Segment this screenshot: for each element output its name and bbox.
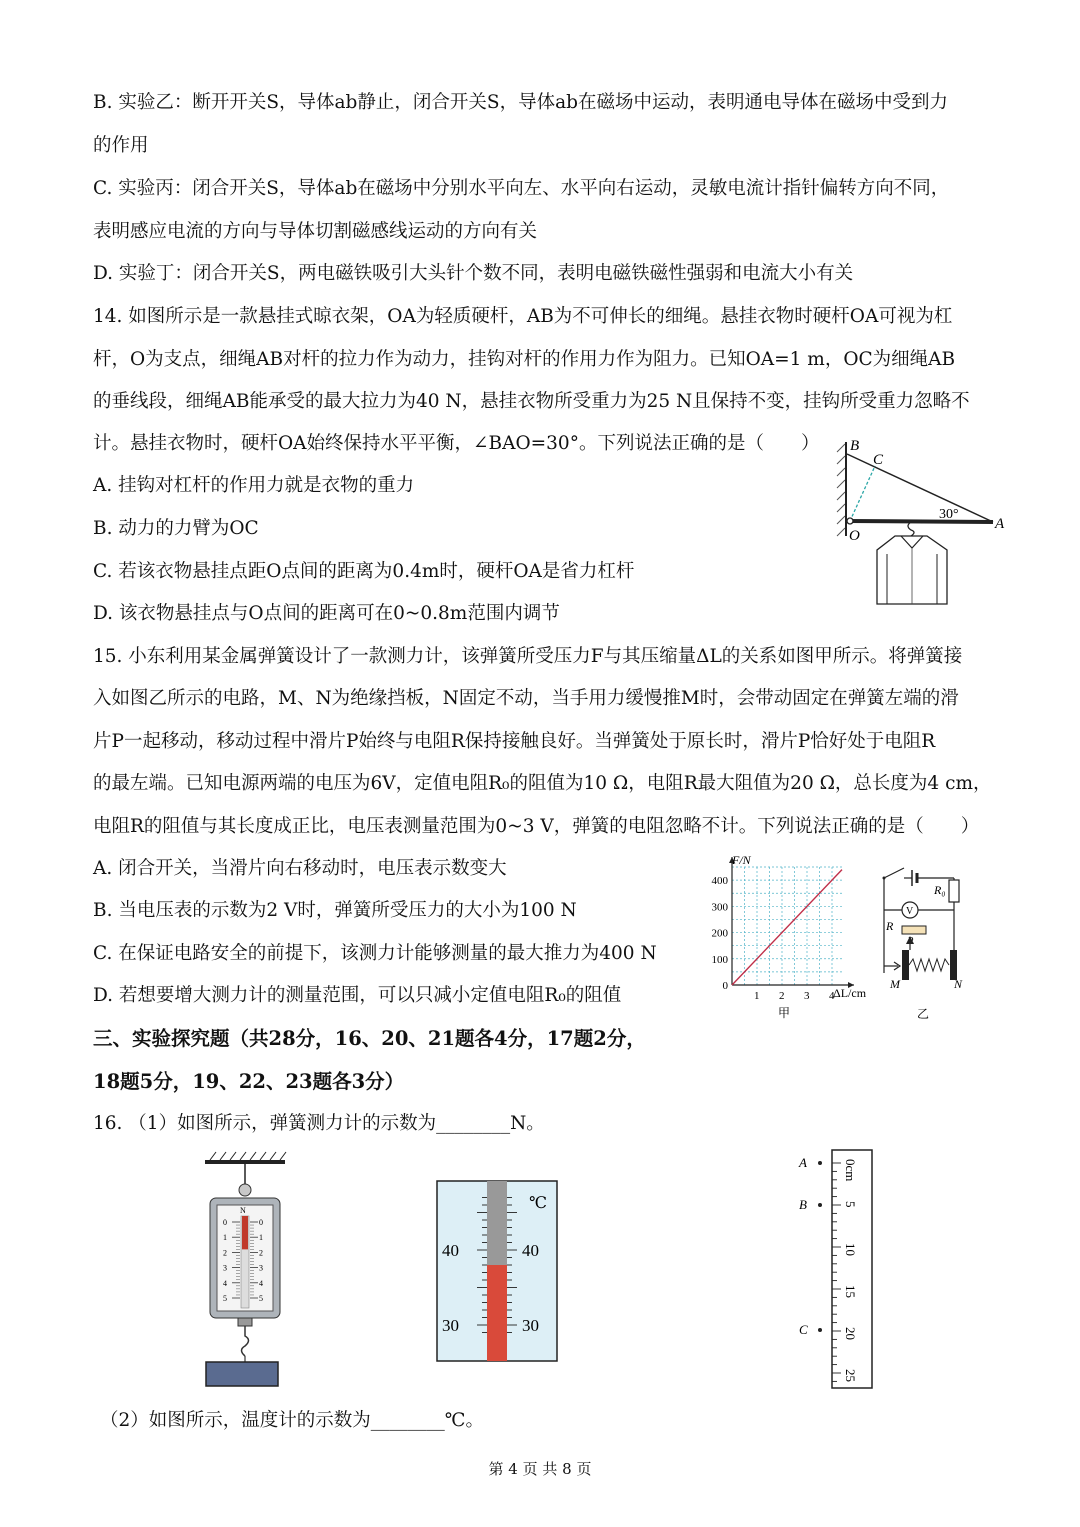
label-O: O	[849, 528, 860, 544]
q16-part2: （2）如图所示，温度计的示数为________℃。	[100, 1410, 484, 1431]
chart-y-tick-label: 300	[711, 901, 728, 914]
ruler-tick-label: 15	[843, 1285, 858, 1298]
scale-tick-label-left: 0	[223, 1218, 227, 1227]
ruler-tick-label: 5	[843, 1201, 858, 1208]
chart-caption: 甲	[778, 1006, 791, 1020]
q15-line3: 片P一起移动，移动过程中滑片P始终与电阻R保持接触良好。当弹簧处于原长时，滑片P恰好处于电阻R	[93, 731, 936, 752]
scale-tick-label-left: 4	[223, 1278, 227, 1288]
scale-tick-label-right: 3	[259, 1263, 263, 1273]
ruler-tick-label: 20	[843, 1327, 858, 1340]
chart-y-tick-label: 0	[722, 980, 728, 992]
q15-line5: 电阻R的阻值与其长度成正比，电压表测量范围为0~3 V，弹簧的电阻忽略不计。下列说法正确的是（ ）	[93, 816, 980, 837]
chart-y-label: F/N	[732, 853, 751, 867]
q14-option-b: B. 动力的力臂为OC	[93, 518, 259, 539]
q15-force-compression-chart	[700, 852, 880, 1022]
chart-y-tick-label: 200	[711, 927, 728, 940]
q14-line3: 的垂线段，细绳AB能承受的最大拉力为40 N，悬挂衣物所受重力为25 N且保持不变，挂钩所受重力忽略不	[93, 391, 970, 412]
ruler-point-C: C	[799, 1322, 808, 1337]
section-heading-line1: 三、实验探究题（共28分，16、20、21题各4分，17题2分，	[93, 1027, 646, 1050]
option-13c-line2: 表明感应电流的方向与导体切割磁感线运动的方向有关	[93, 221, 538, 242]
q15-line2: 入如图乙所示的电路，M、N为绝缘挡板，N固定不动，当手用力缓慢推M时，会带动固定在弹簧左端的滑	[93, 688, 959, 709]
label-N: N	[954, 977, 963, 991]
circuit-caption: 乙	[917, 1007, 930, 1021]
option-13b-line1: B. 实验乙：断开开关S，导体ab静止，闭合开关S，导体ab在磁场中运动，表明通电导体在磁场中受到力	[93, 92, 948, 113]
scale-tick-label-right: 1	[259, 1233, 263, 1243]
q15-option-d: D. 若想要增大测力计的测量范围，可以只减小定值电阻R₀的阻值	[93, 985, 622, 1006]
ruler-tick-label: 0cm	[843, 1159, 858, 1182]
scale-tick-label-left: 3	[223, 1263, 227, 1273]
chart-x-label: ΔL/cm	[833, 986, 867, 1000]
label-B: B	[850, 438, 860, 454]
chart-y-tick-label: 100	[711, 953, 728, 966]
scale-tick-label-right: 0	[259, 1218, 263, 1227]
chart-tick-labels	[712, 875, 836, 1002]
option-13b-line2: 的作用	[93, 135, 149, 156]
ruler-tick-label: 25	[843, 1369, 858, 1382]
scale-tick-label-left: 2	[223, 1248, 227, 1258]
scale-tick-label-left: 1	[223, 1233, 227, 1243]
q15-line4: 的最左端。已知电源两端的电压为6V，定值电阻R₀的阻值为10 Ω，电阻R最大阻值为20 Ω，总长度为4 cm，	[93, 773, 992, 794]
q15-circuit-figure	[862, 858, 977, 1023]
label-A: A	[995, 516, 1005, 532]
thermo-unit: ℃	[529, 1195, 547, 1212]
q14-line1: 14. 如图所示是一款悬挂式晾衣架，OA为轻质硬杆，AB为不可伸长的细绳。悬挂衣物时硬杆OA可视为杠	[93, 306, 953, 327]
scale-unit: N	[240, 1206, 246, 1215]
ruler-figure	[796, 1148, 876, 1393]
q14-option-d: D. 该衣物悬挂点与O点间的距离可在0~0.8m范围内调节	[93, 603, 560, 624]
chart-series-line	[732, 870, 842, 985]
ruler-point-A: A	[799, 1155, 807, 1170]
thermo-label-30-right: 30	[522, 1316, 539, 1335]
chart-x-tick-label: 3	[804, 990, 810, 1002]
q14-line2: 杆，O为支点，细绳AB对杆的拉力作为动力，挂钩对杆的作用力作为阻力。已知OA=1 m，OC为细绳AB	[93, 349, 956, 370]
q14-line4: 计。悬挂衣物时，硬杆OA始终保持水平平衡，∠BAO=30°。下列说法正确的是（ ）	[93, 433, 820, 454]
q15-line1: 15. 小东利用某金属弹簧设计了一款测力计，该弹簧所受压力F与其压缩量ΔL的关系如图甲所示。将弹簧接	[93, 646, 963, 667]
q15-option-a: A. 闭合开关，当滑片向右移动时，电压表示数变大	[93, 858, 507, 879]
scale-tick-label-left: 5	[223, 1294, 227, 1303]
option-13d: D. 实验丁：闭合开关S，两电磁铁吸引大头针个数不同，表明电磁铁磁性强弱和电流大小有关	[93, 263, 854, 284]
chart-x-tick-label: 2	[779, 990, 785, 1002]
label-R0: R₀	[934, 883, 946, 897]
chart-y-tick-label: 400	[711, 875, 728, 888]
scale-tick-label-right: 4	[259, 1278, 263, 1288]
page-footer: 第 4 页 共 8 页	[488, 1460, 592, 1478]
thermo-label-30-left: 30	[442, 1316, 459, 1335]
option-13c-line1: C. 实验丙：闭合开关S，导体ab在磁场中分别水平向左、水平向右运动，灵敏电流计指针偏转方向不同，	[93, 178, 950, 199]
thermometer-liquid	[487, 1265, 507, 1361]
q14-option-c: C. 若该衣物悬挂点距O点间的距离为0.4m时，硬杆OA是省力杠杆	[93, 561, 635, 582]
label-R: R	[886, 919, 894, 933]
spring-scale-indicator	[242, 1216, 248, 1249]
chart-series	[732, 870, 842, 985]
label-M: M	[890, 977, 900, 991]
q15-option-b: B. 当电压表的示数为2 V时，弹簧所受压力的大小为100 N	[93, 900, 577, 921]
thermo-label-40-left: 40	[442, 1241, 459, 1260]
q14-hanger-figure	[835, 436, 1010, 611]
ruler-tick-label: 10	[843, 1243, 858, 1256]
chart-x-tick-label: 1	[754, 990, 760, 1002]
q14-option-a: A. 挂钩对杠杆的作用力就是衣物的重力	[93, 475, 415, 496]
scale-tick-label-right: 5	[259, 1294, 263, 1303]
q15-option-c: C. 在保证电路安全的前提下，该测力计能够测量的最大推力为400 N	[93, 943, 657, 964]
section-heading-line2: 18题5分，19、22、23题各3分）	[93, 1070, 405, 1093]
scale-tick-label-right: 2	[259, 1248, 263, 1258]
thermo-label-40-right: 40	[522, 1241, 539, 1260]
label-angle: 30°	[939, 507, 959, 522]
ruler-point-B: B	[799, 1197, 807, 1212]
label-C: C	[873, 452, 884, 468]
voltmeter-label: V	[906, 906, 914, 917]
thermometer-figure	[436, 1180, 558, 1362]
chart-x-tick-label: 4	[829, 990, 835, 1002]
q16-part1: 16. （1）如图所示，弹簧测力计的示数为________N。	[93, 1113, 545, 1134]
spring-scale-figure	[200, 1150, 290, 1390]
